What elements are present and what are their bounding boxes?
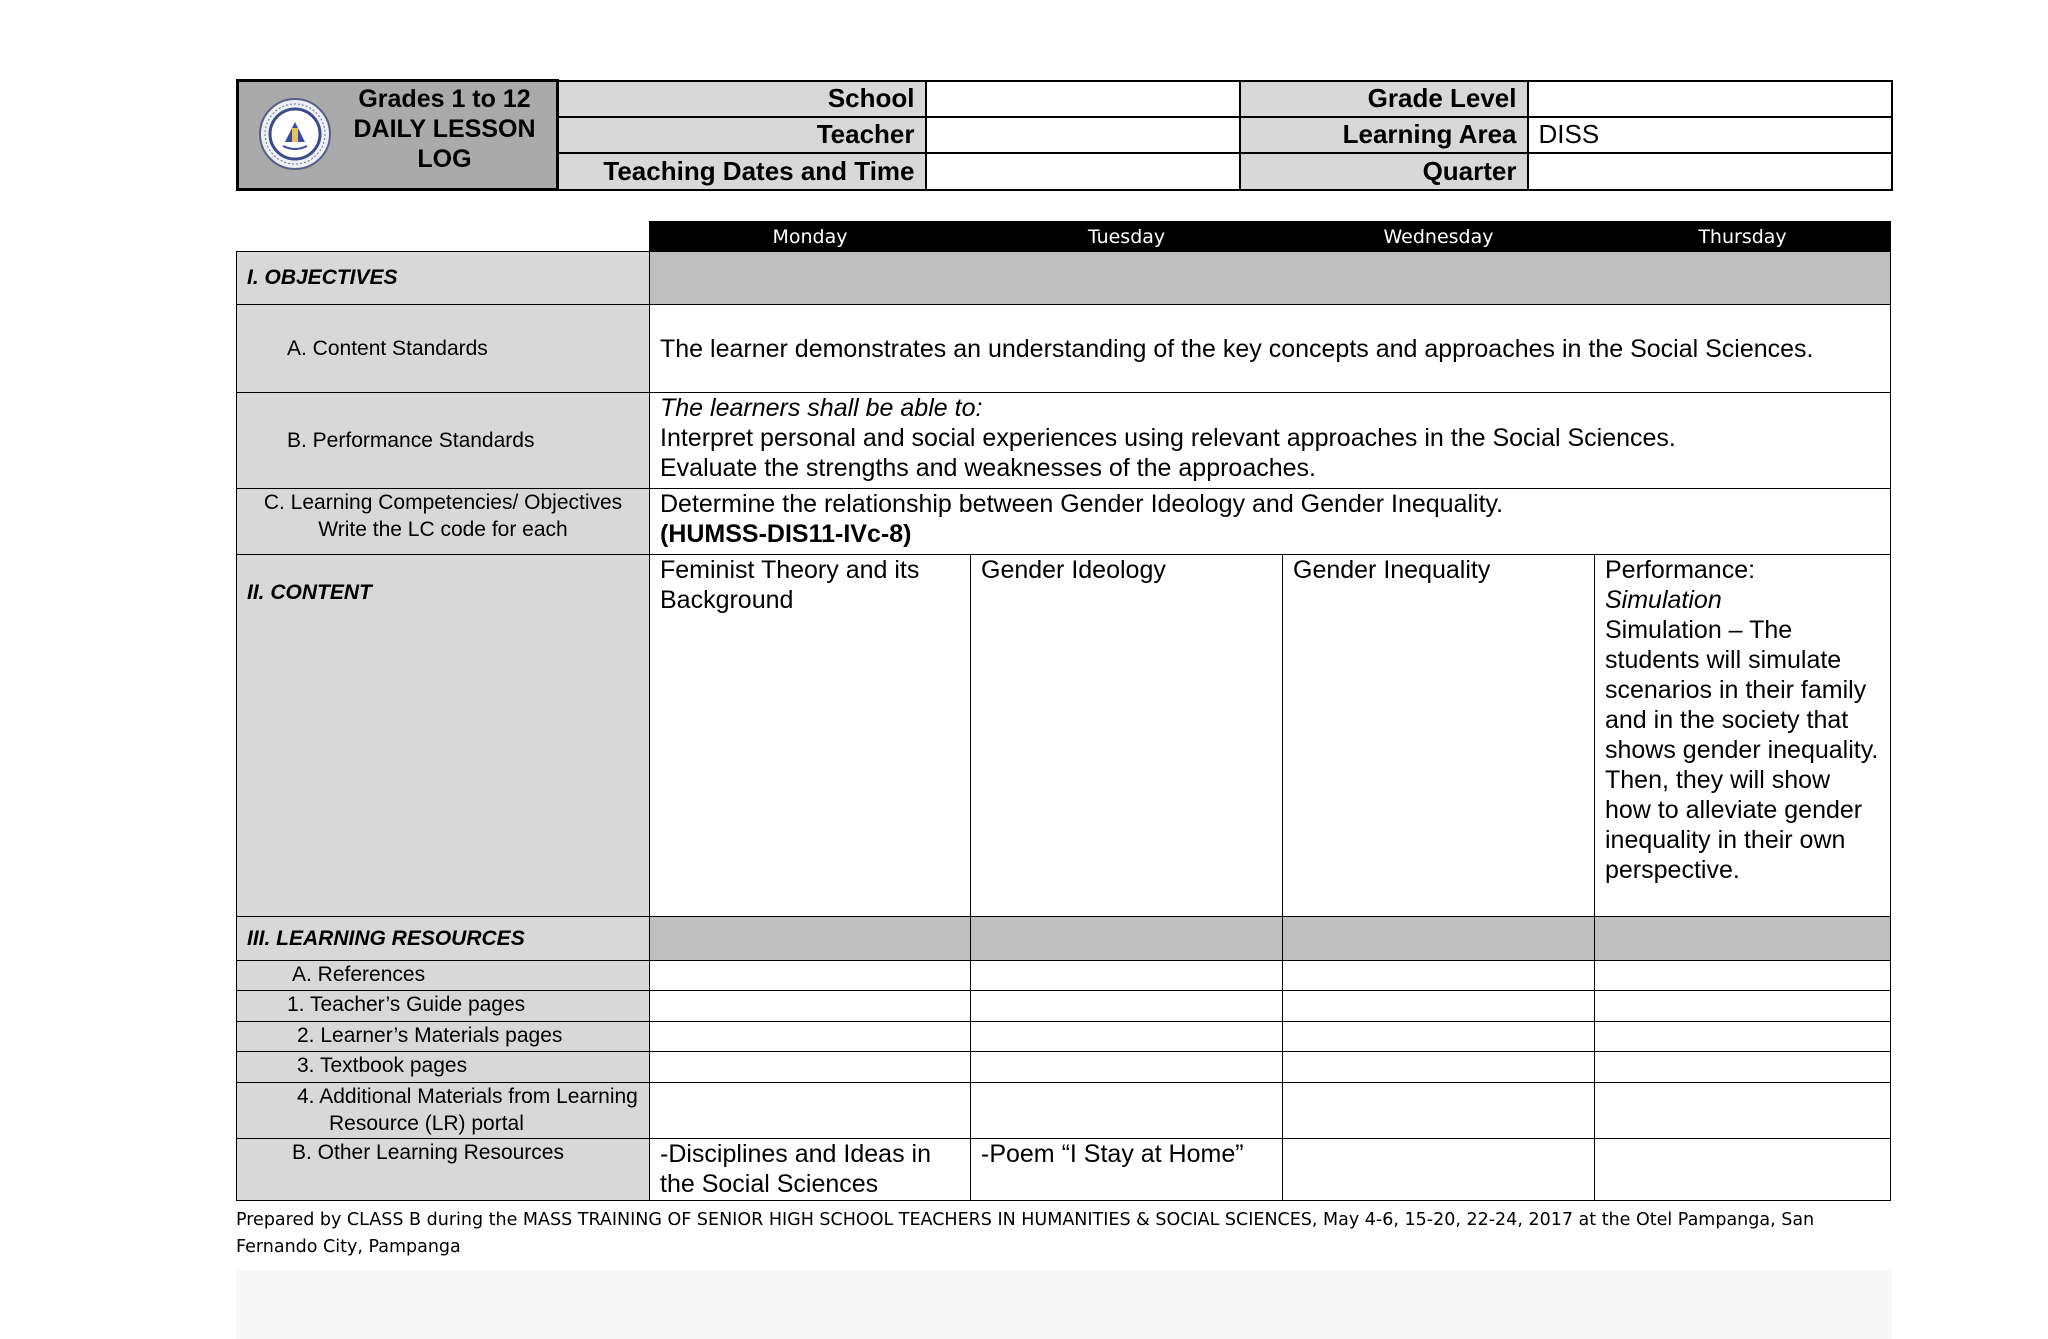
content-row: [237, 555, 1891, 917]
content-monday: Feminist Theory and its Background: [650, 555, 971, 917]
performance-line-1: Interpret personal and social experiences using relevant approaches in the Social Sciences.: [660, 424, 1676, 452]
thursday-subtitle: Simulation: [1605, 586, 1722, 614]
learners-materials-label: 2. Learner’s Materials pages: [237, 1022, 650, 1052]
competencies-label-cell: [237, 489, 650, 555]
learning-area-field[interactable]: DISS: [1528, 117, 1892, 153]
textbook-cell[interactable]: [1595, 1052, 1891, 1083]
content-standards-label: A. Content Standards: [237, 305, 650, 393]
performance-intro: The learners shall be able to:: [660, 394, 983, 422]
competencies-row: [237, 489, 1891, 555]
resources-row: [237, 917, 1891, 961]
objectives-shaded-cell: [650, 252, 1891, 305]
day-tuesday: Tuesday: [971, 222, 1283, 252]
textbook-cell[interactable]: [650, 1052, 971, 1083]
content-heading: II. CONTENT: [237, 555, 650, 917]
objectives-row: [237, 252, 1891, 305]
grade-level-label: Grade Level: [1240, 81, 1528, 117]
resources-heading: III. LEARNING RESOURCES: [237, 917, 650, 961]
other-resources-tuesday: -Poem “I Stay at Home”: [971, 1139, 1283, 1201]
other-resources-label: B. Other Learning Resources: [237, 1139, 650, 1201]
quarter-label: Quarter: [1240, 153, 1528, 189]
additional-materials-cell[interactable]: [650, 1083, 971, 1139]
document-title: [339, 84, 550, 174]
teaching-dates-field[interactable]: [926, 153, 1240, 189]
resources-shaded-cell: [1283, 917, 1595, 961]
other-resources-cell[interactable]: [1283, 1139, 1595, 1201]
competency-text: Determine the relationship between Gender Ideology and Gender Inequality.: [660, 490, 1504, 518]
additional-materials-sublabel: Resource (LR) portal: [329, 1112, 524, 1135]
resources-shaded-cell: [971, 917, 1283, 961]
lesson-log-table: [236, 221, 1891, 1201]
additional-materials-row: [237, 1083, 1891, 1139]
deped-seal-icon: [259, 98, 331, 170]
content-standards-row: [237, 305, 1891, 393]
performance-line-2: Evaluate the strengths and weaknesses of the approaches.: [660, 454, 1316, 482]
header-table: [236, 79, 1893, 191]
textbook-cell[interactable]: [1283, 1052, 1595, 1083]
additional-materials-cell[interactable]: [1283, 1083, 1595, 1139]
references-label: A. References: [237, 961, 650, 991]
day-header-row: [237, 222, 1891, 252]
references-cell[interactable]: [971, 961, 1283, 991]
day-wednesday: Wednesday: [1283, 222, 1595, 252]
teachers-guide-cell[interactable]: [1283, 991, 1595, 1022]
teachers-guide-row: [237, 991, 1891, 1022]
corner-blank: [237, 222, 650, 252]
textbook-label: 3. Textbook pages: [237, 1052, 650, 1083]
learners-materials-cell[interactable]: [1283, 1022, 1595, 1052]
content-standards-text: The learner demonstrates an understanding of the key concepts and approaches in the Social Sciences.: [650, 305, 1891, 393]
thursday-body: Simulation – The students will simulate scenarios in their family and in the society that shows gender inequality. Then, they will show how to alleviate gender inequality in their own perspective.: [1605, 616, 1879, 884]
grade-level-field[interactable]: [1528, 81, 1892, 117]
content-thursday-cell: [1595, 555, 1891, 917]
footer-note: Prepared by CLASS B during the MASS TRAINING OF SENIOR HIGH SCHOOL TEACHERS IN HUMANITIES & SOCIAL SCIENCES, May 4-6, 15-20, 22-24, 2017 at the Otel Pampanga, San Fernando City, Pampanga: [236, 1210, 1815, 1257]
references-cell[interactable]: [1283, 961, 1595, 991]
references-cell[interactable]: [1595, 961, 1891, 991]
other-resources-cell[interactable]: [1595, 1139, 1891, 1201]
quarter-field[interactable]: [1528, 153, 1892, 189]
learning-area-label: Learning Area: [1240, 117, 1528, 153]
teacher-label: Teacher: [558, 117, 926, 153]
additional-materials-cell[interactable]: [1595, 1083, 1891, 1139]
additional-materials-cell[interactable]: [971, 1083, 1283, 1139]
additional-materials-label: 4. Additional Materials from Learning: [297, 1085, 638, 1108]
title-line: Grades 1 to 12: [358, 85, 531, 113]
school-field[interactable]: [926, 81, 1240, 117]
page-bottom-shade: [236, 1270, 1892, 1339]
competencies-cell: [650, 489, 1891, 555]
title-line: LOG: [417, 145, 472, 173]
content-wednesday: Gender Inequality: [1283, 555, 1595, 917]
other-resources-monday: -Disciplines and Ideas in the Social Sciences: [650, 1139, 971, 1201]
performance-standards-label: B. Performance Standards: [237, 393, 650, 489]
performance-standards-row: [237, 393, 1891, 489]
references-cell[interactable]: [650, 961, 971, 991]
learners-materials-cell[interactable]: [971, 1022, 1283, 1052]
teachers-guide-label: 1. Teacher’s Guide pages: [237, 991, 650, 1022]
objectives-heading: I. OBJECTIVES: [237, 252, 650, 305]
teacher-field[interactable]: [926, 117, 1240, 153]
textbook-row: [237, 1052, 1891, 1083]
competencies-label: C. Learning Competencies/ Objectives: [263, 491, 623, 514]
content-tuesday: Gender Ideology: [971, 555, 1283, 917]
teachers-guide-cell[interactable]: [1595, 991, 1891, 1022]
day-monday: Monday: [650, 222, 971, 252]
learners-materials-row: [237, 1022, 1891, 1052]
learners-materials-cell[interactable]: [650, 1022, 971, 1052]
header-logo-cell: [238, 81, 558, 190]
teachers-guide-cell[interactable]: [650, 991, 971, 1022]
day-thursday: Thursday: [1595, 222, 1891, 252]
thursday-title: Performance:: [1605, 556, 1756, 584]
references-row: [237, 961, 1891, 991]
performance-standards-cell: [650, 393, 1891, 489]
resources-shaded-cell: [650, 917, 971, 961]
learners-materials-cell[interactable]: [1595, 1022, 1891, 1052]
title-line: DAILY LESSON: [353, 115, 536, 143]
teaching-dates-label: Teaching Dates and Time: [558, 153, 926, 189]
school-label: School: [558, 81, 926, 117]
competencies-sublabel: Write the LC code for each: [318, 518, 568, 541]
textbook-cell[interactable]: [971, 1052, 1283, 1083]
other-resources-row: [237, 1139, 1891, 1201]
teachers-guide-cell[interactable]: [971, 991, 1283, 1022]
competency-code: (HUMSS-DIS11-IVc-8): [660, 520, 912, 548]
additional-materials-label-cell: [237, 1083, 650, 1139]
resources-shaded-cell: [1595, 917, 1891, 961]
